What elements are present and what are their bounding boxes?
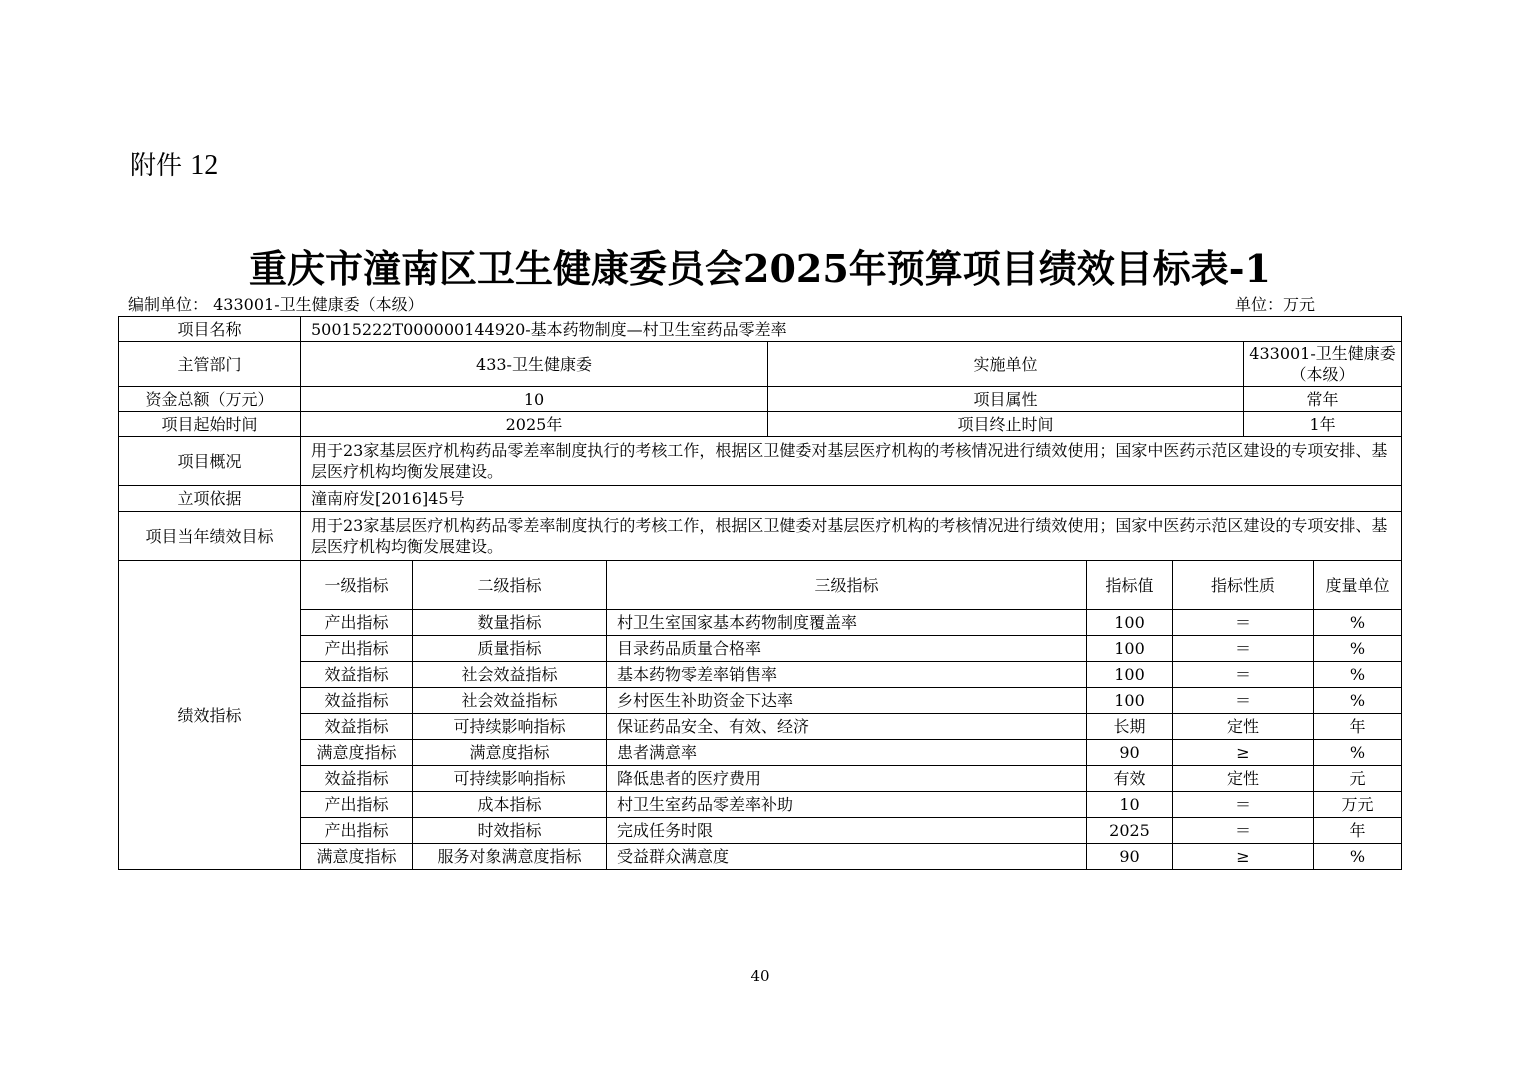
start-label: 项目起始时间 (119, 412, 301, 437)
header-nature: 指标性质 (1173, 561, 1314, 610)
level1-cell: 产出指标 (301, 636, 413, 662)
nature-cell: 定性 (1173, 766, 1314, 792)
level2-cell: 社会效益指标 (413, 688, 607, 714)
dept-value: 433-卫生健康委 (301, 342, 768, 387)
start-value: 2025年 (301, 412, 768, 437)
overview-value: 用于23家基层医疗机构药品零差率制度执行的考核工作，根据区卫健委对基层医疗机构的考核情况进行绩效使用；国家中医药示范区建设的专项安排、基层医疗机构均衡发展建设。 (301, 437, 1402, 486)
table-row (119, 714, 1402, 740)
nature-cell: 定性 (1173, 714, 1314, 740)
level2-cell: 满意度指标 (413, 740, 607, 766)
level3-cell: 基本药物零差率销售率 (607, 662, 1087, 688)
level2-cell: 质量指标 (413, 636, 607, 662)
table-row (119, 662, 1402, 688)
level3-cell: 降低患者的医疗费用 (607, 766, 1087, 792)
indicator-header-row (119, 561, 1402, 610)
nature-cell: ＝ (1173, 688, 1314, 714)
level1-cell: 满意度指标 (301, 844, 413, 870)
end-label: 项目终止时间 (768, 412, 1244, 437)
unit-cell: % (1314, 844, 1402, 870)
level2-cell: 可持续影响指标 (413, 766, 607, 792)
value-cell: 100 (1087, 610, 1173, 636)
row-time (119, 412, 1402, 437)
unit-cell: % (1314, 688, 1402, 714)
level2-cell: 可持续影响指标 (413, 714, 607, 740)
header-level2: 二级指标 (413, 561, 607, 610)
row-project-name (119, 317, 1402, 342)
level2-cell: 服务对象满意度指标 (413, 844, 607, 870)
row-funds (119, 387, 1402, 412)
unit-cell: % (1314, 662, 1402, 688)
page-title: 重庆市潼南区卫生健康委员会2025年预算项目绩效目标表-1 (249, 246, 1271, 291)
level2-cell: 时效指标 (413, 818, 607, 844)
dept-label: 主管部门 (119, 342, 301, 387)
level3-cell: 患者满意率 (607, 740, 1087, 766)
row-basis (119, 486, 1402, 512)
project-name-value: 50015222T000000144920-基本药物制度—村卫生室药品零差率 (301, 317, 1402, 342)
value-cell: 长期 (1087, 714, 1173, 740)
table-row (119, 818, 1402, 844)
basis-label: 立项依据 (119, 486, 301, 512)
level1-cell: 产出指标 (301, 818, 413, 844)
row-overview (119, 437, 1402, 486)
row-dept (119, 342, 1402, 387)
attr-value: 常年 (1244, 387, 1402, 412)
level1-cell: 效益指标 (301, 766, 413, 792)
goal-value: 用于23家基层医疗机构药品零差率制度执行的考核工作，根据区卫健委对基层医疗机构的考核情况进行绩效使用；国家中医药示范区建设的专项安排、基层医疗机构均衡发展建设。 (301, 512, 1402, 561)
header-unit: 度量单位 (1314, 561, 1402, 610)
unit-line (128, 292, 1328, 316)
page-number: 40 (750, 967, 770, 985)
unit-cell: % (1314, 740, 1402, 766)
value-cell: 90 (1087, 844, 1173, 870)
level3-cell: 乡村医生补助资金下达率 (607, 688, 1087, 714)
unit-cell: 年 (1314, 818, 1402, 844)
performance-table (118, 316, 1402, 870)
level1-cell: 效益指标 (301, 688, 413, 714)
level3-cell: 受益群众满意度 (607, 844, 1087, 870)
value-cell: 10 (1087, 792, 1173, 818)
unit-cell: 万元 (1314, 792, 1402, 818)
value-cell: 2025 (1087, 818, 1173, 844)
table-row (119, 636, 1402, 662)
table-row (119, 844, 1402, 870)
level2-cell: 社会效益指标 (413, 662, 607, 688)
attachment-label (130, 145, 218, 182)
header-level3: 三级指标 (607, 561, 1087, 610)
attr-label: 项目属性 (768, 387, 1244, 412)
level3-cell: 村卫生室国家基本药物制度覆盖率 (607, 610, 1087, 636)
level1-cell: 产出指标 (301, 792, 413, 818)
overview-label: 项目概况 (119, 437, 301, 486)
unit-cell: % (1314, 636, 1402, 662)
indicators-label: 绩效指标 (119, 561, 301, 870)
nature-cell: ＝ (1173, 636, 1314, 662)
compile-unit-label: 编制单位： (128, 295, 209, 314)
level1-cell: 效益指标 (301, 662, 413, 688)
impl-unit-label: 实施单位 (768, 342, 1244, 387)
value-cell: 100 (1087, 662, 1173, 688)
level2-cell: 数量指标 (413, 610, 607, 636)
unit-cell: % (1314, 610, 1402, 636)
level3-cell: 目录药品质量合格率 (607, 636, 1087, 662)
nature-cell: ＝ (1173, 662, 1314, 688)
level3-cell: 完成任务时限 (607, 818, 1087, 844)
attachment-number: 12 (190, 150, 219, 181)
basis-value: 潼南府发[2016]45号 (301, 486, 1402, 512)
value-cell: 100 (1087, 688, 1173, 714)
compile-unit-value: 433001-卫生健康委（本级） (213, 295, 424, 314)
unit-cell: 年 (1314, 714, 1402, 740)
level1-cell: 满意度指标 (301, 740, 413, 766)
table-row (119, 610, 1402, 636)
nature-cell: ＝ (1173, 610, 1314, 636)
table-row (119, 688, 1402, 714)
goal-label: 项目当年绩效目标 (119, 512, 301, 561)
end-value: 1年 (1244, 412, 1402, 437)
nature-cell: ≥ (1173, 844, 1314, 870)
level2-cell: 成本指标 (413, 792, 607, 818)
level1-cell: 产出指标 (301, 610, 413, 636)
currency-unit: 单位：万元 (1235, 295, 1316, 314)
level1-cell: 效益指标 (301, 714, 413, 740)
nature-cell: ＝ (1173, 792, 1314, 818)
unit-cell: 元 (1314, 766, 1402, 792)
value-cell: 有效 (1087, 766, 1173, 792)
table-row (119, 766, 1402, 792)
value-cell: 90 (1087, 740, 1173, 766)
header-level1: 一级指标 (301, 561, 413, 610)
nature-cell: ≥ (1173, 740, 1314, 766)
row-goal (119, 512, 1402, 561)
value-cell: 100 (1087, 636, 1173, 662)
header-value: 指标值 (1087, 561, 1173, 610)
impl-unit-value: 433001-卫生健康委（本级） (1244, 342, 1402, 387)
project-name-label: 项目名称 (119, 317, 301, 342)
compile-unit (128, 292, 424, 315)
attachment-text: 附件 (130, 151, 183, 181)
table-row (119, 792, 1402, 818)
funds-value: 10 (301, 387, 768, 412)
level3-cell: 村卫生室药品零差率补助 (607, 792, 1087, 818)
level3-cell: 保证药品安全、有效、经济 (607, 714, 1087, 740)
table-row (119, 740, 1402, 766)
funds-label: 资金总额（万元） (119, 387, 301, 412)
nature-cell: ＝ (1173, 818, 1314, 844)
